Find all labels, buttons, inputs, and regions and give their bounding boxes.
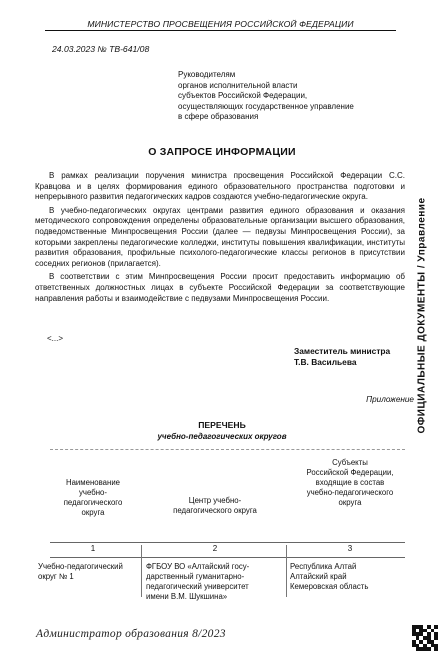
cell-regions bbox=[290, 562, 410, 592]
ministry-header: МИНИСТЕРСТВО ПРОСВЕЩЕНИЯ РОССИЙСКОЙ ФЕДЕРАЦИИ bbox=[45, 19, 396, 31]
header-line: педагогического округа bbox=[173, 506, 257, 515]
cell-line: педагогический университет bbox=[146, 582, 249, 591]
cell-center bbox=[146, 562, 284, 602]
signature-block bbox=[294, 346, 390, 368]
table-header bbox=[50, 449, 405, 546]
cell-line: Алтайский край bbox=[290, 572, 347, 581]
body-paragraph: В рамках реализации поручения министра просвещения Российской Федерации С.С. Кравцова и в целях формирования единого образовательного пространства подготовки и непрерывного развития педагогических кадров создаются учебно-педагогические округа. bbox=[35, 171, 405, 202]
header-line: Российской Федерации, bbox=[306, 468, 394, 477]
table-row bbox=[38, 558, 405, 601]
header-line: округа bbox=[338, 498, 362, 507]
sidebar-label: ОФИЦИАЛЬНЫЕ ДОКУМЕНТЫ / Управление bbox=[416, 196, 428, 434]
cell-line: дарственный гуманитарно- bbox=[146, 572, 245, 581]
journal-footer: Администратор образования 8/2023 bbox=[36, 628, 226, 640]
addressee-block bbox=[178, 70, 398, 123]
list-title bbox=[0, 420, 444, 442]
signature-name: Т.В. Васильева bbox=[294, 357, 357, 367]
section-sidebar bbox=[411, 150, 433, 480]
cell-line: округ № 1 bbox=[38, 572, 74, 581]
cell-line: Республика Алтай bbox=[290, 562, 357, 571]
list-title-main: ПЕРЕЧЕНЬ bbox=[198, 420, 246, 430]
omission-mark: <...> bbox=[47, 334, 64, 343]
cell-district bbox=[38, 562, 134, 582]
cell-line: ФГБОУ ВО «Алтайский госу- bbox=[146, 562, 250, 571]
signature-position: Заместитель министра bbox=[294, 346, 391, 356]
header-line: Наименование bbox=[65, 478, 121, 487]
addressee-line: в сфере образования bbox=[178, 112, 259, 121]
column-divider bbox=[286, 545, 287, 597]
addressee-line: субъектов Российской Федерации, bbox=[178, 91, 308, 100]
header-line: учебно- bbox=[79, 488, 107, 497]
header-line: Субъекты bbox=[332, 458, 368, 467]
header-cell-center bbox=[146, 496, 284, 516]
document-title: О ЗАПРОСЕ ИНФОРМАЦИИ bbox=[148, 146, 296, 158]
addressee-line: Руководителям bbox=[178, 70, 236, 79]
header-cell-name bbox=[50, 478, 136, 518]
addressee-line: осуществляющих государственное управление bbox=[178, 101, 354, 111]
header-cell-regions bbox=[290, 458, 410, 508]
header-line: учебно-педагогического bbox=[306, 488, 394, 497]
column-number: 2 bbox=[212, 544, 218, 553]
cell-line: имени В.М. Шукшина» bbox=[146, 592, 228, 601]
districts-table bbox=[38, 449, 405, 601]
body-paragraph: В соответствии с этим Минпросвещения России просит предоставить информацию об ответственных должностных лицах в субъекте Российской Федерации за соответствующие направления работы и взаимодействие с педвузами Минпросвещения России. bbox=[35, 272, 405, 303]
column-numbers-row bbox=[50, 542, 405, 558]
header-line: округа bbox=[81, 508, 105, 517]
header-line: Центр учебно- bbox=[188, 496, 242, 505]
addressee-line: органов исполнительной власти bbox=[178, 80, 298, 90]
date-and-number: 24.03.2023 № ТВ-641/08 bbox=[52, 44, 150, 54]
qr-code-icon bbox=[412, 625, 438, 651]
column-number: 1 bbox=[90, 544, 96, 553]
header-line: педагогического bbox=[63, 498, 123, 507]
cell-line: Учебно-педагогический bbox=[38, 562, 123, 571]
annex-label: Приложение bbox=[366, 395, 414, 404]
body-paragraph: В учебно-педагогических округах центрами развития единого образования и оказания методического сопровождения определены образовательные организации высшего образования, подведомственные Минпросвещения России (далее — педвузы Минпросвещения России), за которыми закреплены педагогические колледжи, институты повышения квалификации, институты развития образования, профильные психолого-педагогические классы регионов в присутствии соседних регионов (прилагается). bbox=[35, 205, 405, 268]
column-number: 3 bbox=[347, 544, 353, 553]
cell-line: Кемеровская область bbox=[290, 582, 369, 591]
column-divider bbox=[141, 545, 142, 597]
header-line: входящие в состав bbox=[315, 478, 385, 487]
list-title-sub: учебно-педагогических округов bbox=[157, 432, 287, 441]
document-body bbox=[35, 171, 405, 307]
